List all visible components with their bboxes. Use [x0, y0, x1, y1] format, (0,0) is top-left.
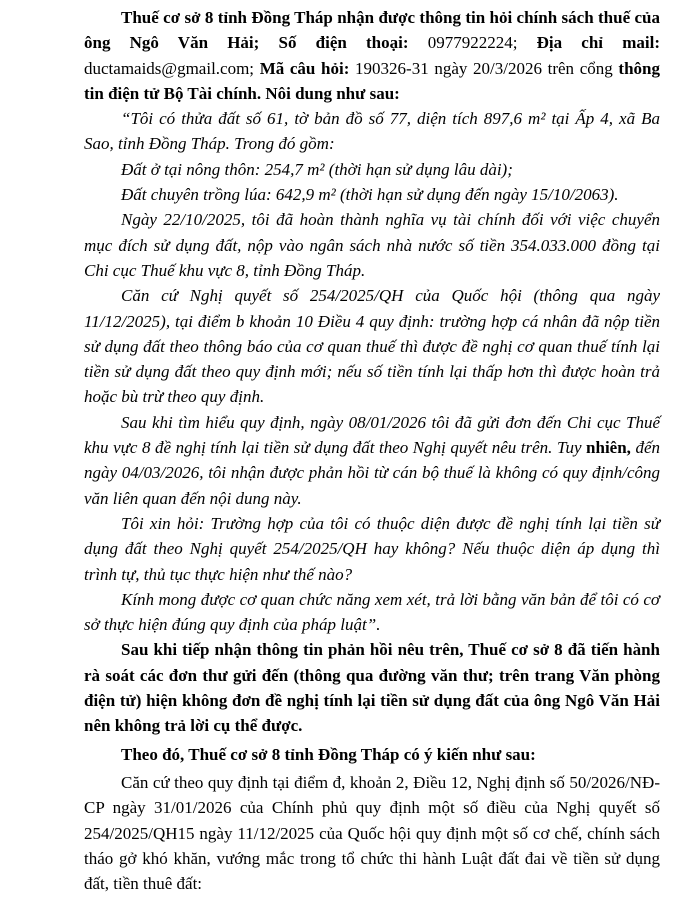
quote-paragraph-2 [84, 157, 660, 182]
text-run-email-address: ductamaids@gmail.com; [84, 58, 260, 78]
text-run-question-code: 190326-31 ngày 20/3/2026 trên cổng [355, 58, 619, 78]
quote-paragraph-1 [84, 106, 660, 157]
quote-paragraph-7 [84, 511, 660, 587]
quote-paragraph-4 [84, 207, 660, 283]
text-run-phone-number: 0977922224; [427, 33, 537, 53]
text-run: Đất ở tại nông thôn: 254,7 m² (thời hạn sử dụng lâu dài); [121, 159, 513, 179]
text-run: Sau khi tiếp nhận thông tin phản hồi nêu trên, Thuế cơ sở 8 đã tiến hành rà soát các đơn thư gửi đến (thông qua đường văn thư; trên trang Văn phòng điện tử) hiện không đơn đề nghị tính lại tiền sử dụng đất của ông Ngô Văn Hải nên không trả lời cụ thể được. [84, 640, 660, 736]
text-run: Tôi xin hỏi: Trường hợp của tôi có thuộc diện được đề nghị tính lại tiền sử dụng đất theo Nghị quyết 254/2025/QH hay không? Nếu thuộc diện áp dụng thì trình tự, thủ tục thực hiện như thế nào? [84, 513, 660, 584]
text-run: Căn cứ Nghị quyết số 254/2025/QH của Quốc hội (thông qua ngày 11/12/2025), tại điểm b khoản 10 Điều 4 quy định: trường hợp cá nhân đã nộp tiền sử dụng đất theo thông báo của cơ quan thuế thì được đề nghị cơ quan thuế tính lại tiền sử dụng đất theo quy định mới; nếu số tiền tính lại thấp hơn thì được hoàn trả hoặc bù trừ theo quy định. [84, 286, 660, 407]
quote-paragraph-6 [84, 410, 660, 511]
text-run: đến ngày 04/03/2026, tôi nhận được phản hồi từ cán bộ thuế là không có quy định/công văn liên quan đến nội dung này. [84, 438, 660, 508]
quote-paragraph-5 [84, 283, 660, 409]
quote-paragraph-3 [84, 182, 660, 207]
text-run: Ngày 22/10/2025, tôi đã hoàn thành nghĩa vụ tài chính đối với việc chuyển mục đích sử dụng đất, nộp vào ngân sách nhà nước số tiền 354.033.000 đồng tại Chi cục Thuế khu vực 8, tỉnh Đồng Tháp. [84, 210, 660, 280]
text-run: Sau khi tìm hiểu quy định, ngày 08/01/2026 tôi đã gửi đơn đến Chi cục Thuế khu vực 8 đề nghị tính lại tiền sử dụng đất theo Nghị quyết nêu trên. Tuy [84, 412, 660, 458]
text-run: thông tin điện tử Bộ Tài chính. Nôi dung như sau: [84, 58, 660, 103]
review-paragraph [84, 637, 660, 738]
intro-paragraph [84, 5, 660, 106]
text-run: Địa chỉ mail: [536, 33, 660, 53]
text-run: “Tôi có thửa đất số 61, tờ bản đồ số 77, diện tích 897,6 m² tại Ấp 4, xã Ba Sao, tỉnh Đồng Tháp. Trong đó gồm: [84, 109, 660, 154]
opinion-lead-paragraph [84, 742, 660, 767]
text-run: Kính mong được cơ quan chức năng xem xét, trả lời bằng văn bản để tôi có cơ sở thực hiện đúng quy định của pháp luật”. [84, 589, 660, 635]
text-run: Thuế cơ sở 8 tỉnh Đồng Tháp nhận được thông tin hỏi chính sách thuế của ông Ngô Văn Hải; Số điện thoại: [84, 8, 660, 53]
text-run: Theo đó, Thuế cơ sở 8 tỉnh Đồng Tháp có ý kiến như sau: [121, 744, 536, 764]
legal-basis-paragraph [84, 770, 660, 896]
text-run-upright-word: nhiên, [586, 438, 631, 458]
text-run: Đất chuyên trồng lúa: 642,9 m² (thời hạn sử dụng đến ngày 15/10/2063). [121, 185, 619, 205]
text-run: Mã câu hỏi: [259, 58, 356, 78]
text-run: Căn cứ theo quy định tại điểm đ, khoản 2, Điều 12, Nghị định số 50/2026/NĐ-CP ngày 31/01/2026 của Chính phủ quy định một số điều của Nghị quyết số 254/2025/QH15 ngày 11/12/2025 của Quốc hội quy định một số cơ chế, chính sách tháo gở khó khăn, vướng mắc trong tổ chức thi hành Luật đất đai về tiền sử dụng đất, tiền thuê đất: [84, 772, 660, 894]
quote-paragraph-8 [84, 587, 660, 638]
